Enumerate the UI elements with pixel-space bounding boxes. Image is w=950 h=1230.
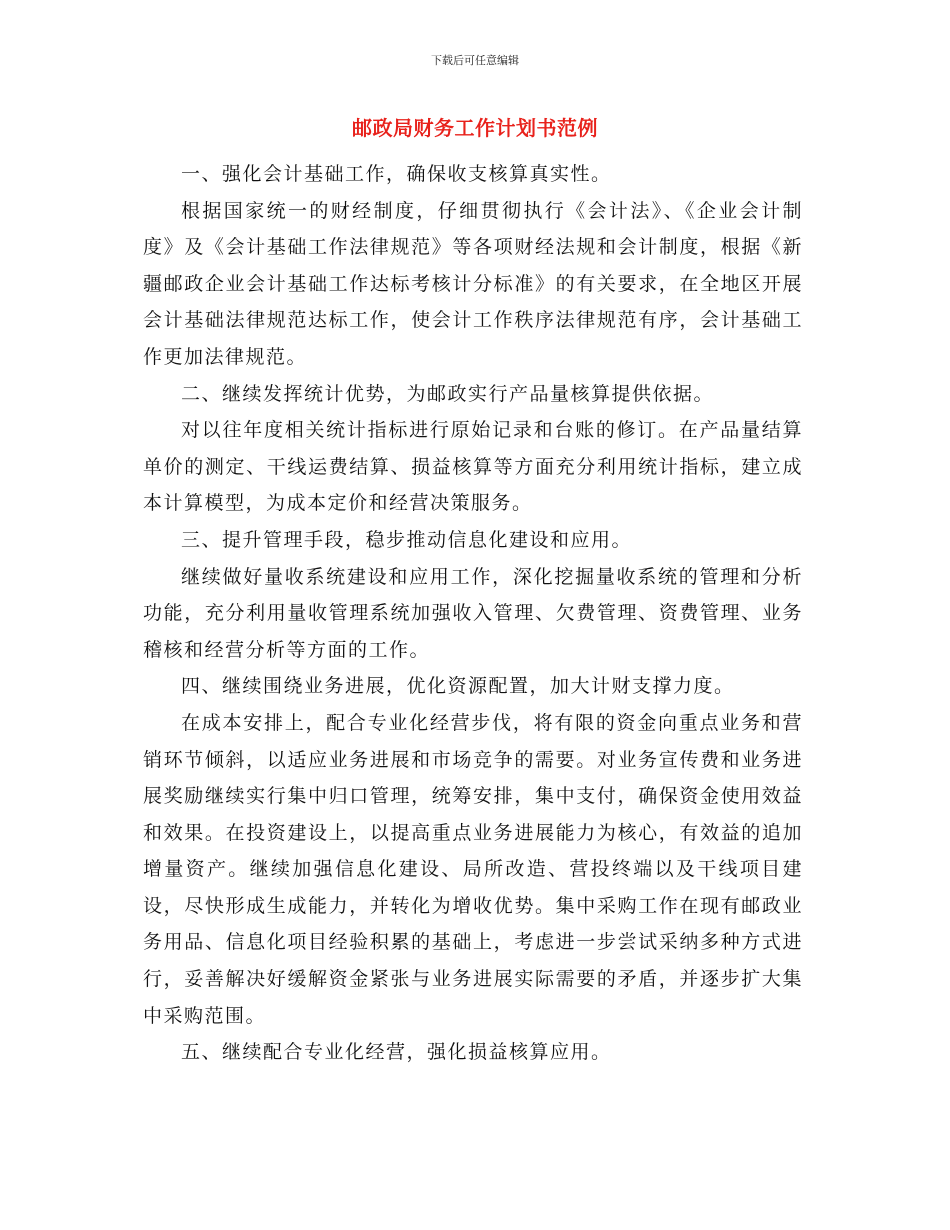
section-heading-1: 一、强化会计基础工作，确保收支核算真实性。 [181, 163, 612, 185]
document-body [143, 156, 803, 1071]
section-heading-4: 四、继续围绕业务进展，优化资源配置，加大计财支撑力度。 [181, 675, 735, 698]
section-heading-5: 五、继续配合专业化经营，强化损益核算应用。 [181, 1041, 612, 1064]
paragraph-4: 在成本安排上，配合专业化经营步伐，将有限的资金向重点业务和营销环节倾斜，以适应业务进展和市场竞争的需要。对业务宣传费和业务进展奖励继续实行集中归口管理，统筹安排，集中支付，确保资金使用效益和效果。在投资建设上，以提高重点业务进展能力为核心，有效益的追加增量资产。继续加强信息化建设、局所改造、营投终端以及干线项目建设，尽快形成生成能力，并转化为增收优势。集中采购工作在现有邮政业务用品、信息化项目经验积累的基础上，考虑进一步尝试采纳多种方式进行，妥善解决好缓解资金紧张与业务进展实际需要的矛盾，并逐步扩大集中采购范围。 [143, 711, 803, 1027]
document-title: 邮政局财务工作计划书范例 [352, 116, 598, 140]
section-heading-3: 三、提升管理手段，稳步推动信息化建设和应用。 [181, 528, 633, 551]
paragraph-2: 对以往年度相关统计指标进行原始记录和台账的修订。在产品量结算单价的测定、干线运费结算、损益核算等方面充分利用统计指标，建立成本计算模型，为成本定价和经营决策服务。 [143, 419, 803, 515]
paragraph-3: 继续做好量收系统建设和应用工作，深化挖掘量收系统的管理和分析功能，充分利用量收管理系统加强收入管理、欠费管理、资费管理、业务稽核和经营分析等方面的工作。 [143, 565, 803, 661]
paragraph-1: 根据国家统一的财经制度，仔细贯彻执行《会计法》、《企业会计制度》及《会计基础工作法律规范》等各项财经法规和会计制度，根据《新疆邮政企业会计基础工作达标考核计分标准》的有关要求，在全地区开展会计基础法律规范达标工作，使会计工作秩序法律规范有序，会计基础工作更加法律规范。 [143, 199, 803, 368]
section-heading-2: 二、继续发挥统计优势，为邮政实行产品量核算提供依据。 [181, 382, 715, 405]
page-header: 下载后可任意编辑 [431, 54, 519, 67]
